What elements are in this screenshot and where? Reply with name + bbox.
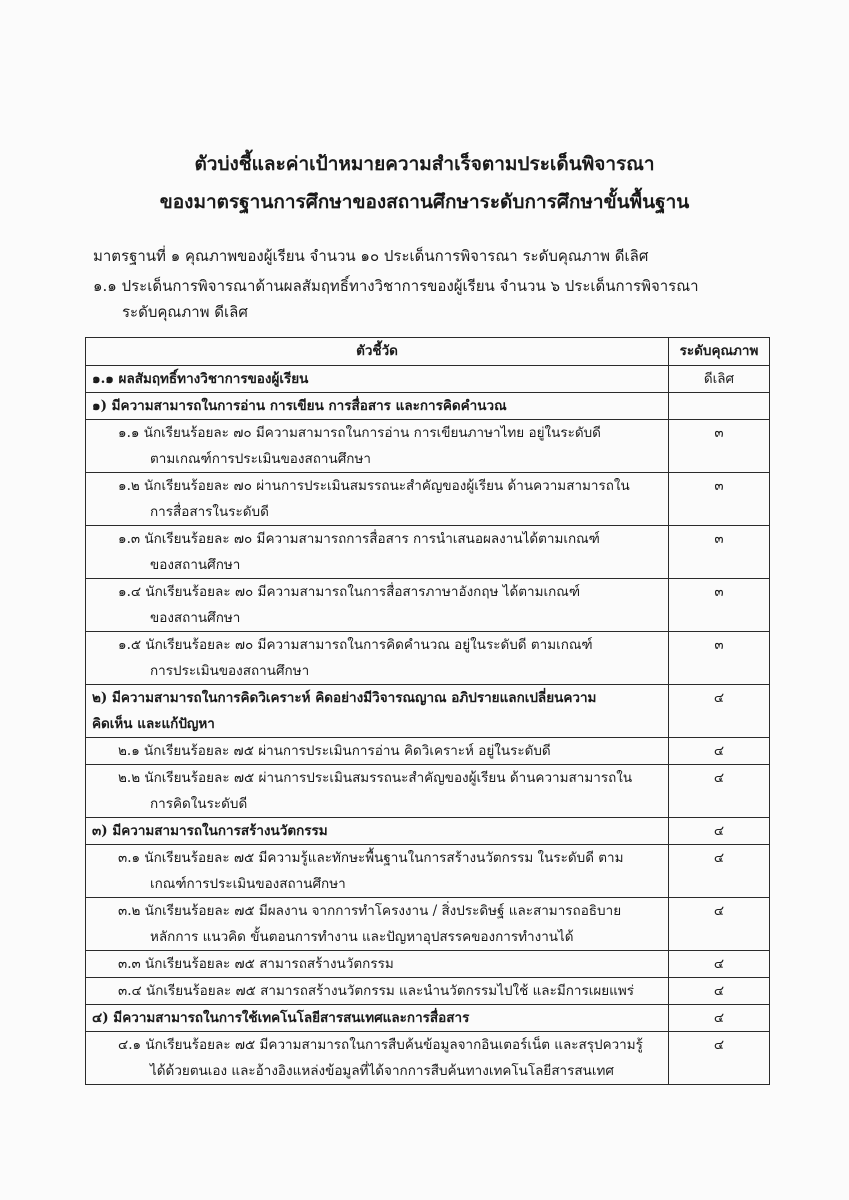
indicator-text: [86, 978, 669, 1005]
indicator-line1: ๑.๓ นักเรียนร้อยละ ๗๐ มีความสามารถการสื่อสาร การนำเสนอผลงานได้ตามเกณฑ์: [118, 531, 600, 547]
section-title: [86, 1005, 669, 1032]
indicator-text: [86, 526, 669, 579]
indicator-row: [86, 473, 770, 526]
indicator-level: ๓: [669, 526, 770, 579]
indicator-line2: การคิดในระดับดี: [150, 796, 248, 812]
indicator-row: [86, 898, 770, 951]
indicator-text: [86, 579, 669, 632]
indicator-line2: การประเมินของสถานศึกษา: [150, 663, 310, 679]
indicator-text: [86, 765, 669, 818]
indicator-text: [86, 898, 669, 951]
indicator-row: [86, 951, 770, 978]
indicator-level: ๔: [669, 845, 770, 898]
document-title-line2: ของมาตรฐานการศึกษาของสถานศึกษาระดับการศึกษาขั้นพื้นฐาน: [159, 191, 690, 213]
indicator-level: ๔: [669, 738, 770, 765]
header-indicator: ตัวชี้วัด: [86, 338, 669, 366]
indicator-line2: หลักการ แนวคิด ขั้นตอนการทำงาน และปัญหาอุปสรรคของการทำงานได้: [150, 929, 574, 945]
indicator-row: [86, 738, 770, 765]
indicator-line1: ๑.๒ นักเรียนร้อยละ ๗๐ ผ่านการประเมินสมรรถนะสำคัญของผู้เรียน ด้านความสามารถใน: [118, 478, 630, 494]
table-header-row: [86, 338, 770, 366]
header-level: ระดับคุณภาพ: [669, 338, 770, 366]
indicator-row: [86, 845, 770, 898]
indicator-line1: ๑.๑ นักเรียนร้อยละ ๗๐ มีความสามารถในการอ่าน การเขียนภาษาไทย อยู่ในระดับดี: [118, 425, 601, 441]
indicator-line2: ได้ด้วยตนเอง และอ้างอิงแหล่งข้อมูลที่ได้จากการสืบค้นทางเทคโนโลยีสารสนเทศ: [150, 1063, 614, 1079]
indicator-line2: ตามเกณฑ์การประเมินของสถานศึกษา: [150, 451, 371, 467]
indicator-level: ๔: [669, 951, 770, 978]
indicator-line2: ของสถานศึกษา: [150, 557, 241, 573]
section-level: [669, 393, 770, 420]
indicator-level: ๔: [669, 978, 770, 1005]
indicator-table: [85, 337, 770, 1085]
indicator-row: [86, 420, 770, 473]
indicator-line1: ๓.๓ นักเรียนร้อยละ ๗๕ สามารถสร้างนวัตกรรม: [118, 956, 394, 972]
indicator-line2: การสื่อสารในระดับดี: [150, 504, 269, 520]
group-row: [86, 366, 770, 393]
indicator-row: [86, 1032, 770, 1085]
indicator-row: [86, 579, 770, 632]
indicator-line2: ของสถานศึกษา: [150, 610, 241, 626]
indicator-line1: ๑.๔ นักเรียนร้อยละ ๗๐ มีความสามารถในการสื่อสารภาษาอังกฤษ ได้ตามเกณฑ์: [118, 584, 581, 600]
indicator-row: [86, 765, 770, 818]
indicator-text: [86, 951, 669, 978]
indicator-text: [86, 632, 669, 685]
indicator-text: [86, 1032, 669, 1085]
section-row: [86, 1005, 770, 1032]
indicator-line1: ๑.๕ นักเรียนร้อยละ ๗๐ มีความสามารถในการคิดคำนวณ อยู่ในระดับดี ตามเกณฑ์: [118, 637, 593, 653]
section-title-line1: ๓) มีความสามารถในการสร้างนวัตกรรม: [92, 823, 328, 839]
indicator-line1: ๒.๑ นักเรียนร้อยละ ๗๕ ผ่านการประเมินการอ่าน คิดวิเคราะห์ อยู่ในระดับดี: [118, 743, 551, 759]
indicator-level: ๓: [669, 420, 770, 473]
indicator-line1: ๒.๒ นักเรียนร้อยละ ๗๕ ผ่านการประเมินสมรรถนะสำคัญของผู้เรียน ด้านความสามารถใน: [118, 770, 633, 786]
section-title-line1: ๒) มีความสามารถในการคิดวิเคราะห์ คิดอย่างมีวิจารณญาณ อภิปรายแลกเปลี่ยนความ: [92, 690, 597, 706]
section-title-line1: ๑) มีความสามารถในการอ่าน การเขียน การสื่อสาร และการคิดคำนวณ: [92, 398, 507, 414]
indicator-text: [86, 473, 669, 526]
indicator-line1: ๓.๑ นักเรียนร้อยละ ๗๕ มีความรู้และทักษะพื้นฐานในการสร้างนวัตกรรม ในระดับดี ตาม: [118, 850, 624, 866]
section-row: [86, 393, 770, 420]
section-level: ๔: [669, 818, 770, 845]
section-title-line1: ๔) มีความสามารถในการใช้เทคโนโลยีสารสนเทศและการสื่อสาร: [92, 1010, 470, 1026]
indicator-line2: เกณฑ์การประเมินของสถานศึกษา: [150, 876, 346, 892]
group-title: ๑.๑ ผลสัมฤทธิ์ทางวิชาการของผู้เรียน: [86, 366, 669, 393]
indicator-level: ๓: [669, 579, 770, 632]
indicator-text: [86, 738, 669, 765]
indicator-line1: ๔.๑ นักเรียนร้อยละ ๗๕ มีความสามารถในการสืบค้นข้อมูลจากอินเตอร์เน็ต และสรุปความรู้: [118, 1037, 643, 1053]
indicator-level: ๓: [669, 632, 770, 685]
standard-subline: ๑.๑ ประเด็นการพิจารณาด้านผลสัมฤทธิ์ทางวิชาการของผู้เรียน จำนวน ๖ ประเด็นการพิจารณา: [93, 277, 699, 295]
section-title: [86, 818, 669, 845]
section-row: [86, 818, 770, 845]
section-title-line2: คิดเห็น และแก้ปัญหา: [92, 716, 215, 732]
section-level: ๔: [669, 1005, 770, 1032]
section-level: ๔: [669, 685, 770, 738]
indicator-level: ๔: [669, 898, 770, 951]
section-title: [86, 685, 669, 738]
indicator-line1: ๓.๒ นักเรียนร้อยละ ๗๕ มีผลงาน จากการทำโครงงาน / สิ่งประดิษฐ์ และสามารถอธิบาย: [118, 903, 622, 919]
indicator-row: [86, 978, 770, 1005]
standard-line: มาตรฐานที่ ๑ คุณภาพของผู้เรียน จำนวน ๑๐ ประเด็นการพิจารณา ระดับคุณภาพ ดีเลิศ: [93, 247, 649, 265]
indicator-level: ๓: [669, 473, 770, 526]
group-level: ดีเลิศ: [669, 366, 770, 393]
indicator-level: ๔: [669, 765, 770, 818]
document-title-line1: ตัวบ่งชี้และค่าเป้าหมายความสำเร็จตามประเด็นพิจารณา: [194, 153, 655, 175]
indicator-row: [86, 632, 770, 685]
indicator-text: [86, 845, 669, 898]
section-title: [86, 393, 669, 420]
section-row: [86, 685, 770, 738]
indicator-level: ๔: [669, 1032, 770, 1085]
indicator-row: [86, 526, 770, 579]
standard-level: ระดับคุณภาพ ดีเลิศ: [122, 303, 248, 321]
indicator-line1: ๓.๔ นักเรียนร้อยละ ๗๕ สามารถสร้างนวัตกรรม และนำนวัตกรรมไปใช้ และมีการเผยแพร่: [118, 983, 635, 999]
indicator-text: [86, 420, 669, 473]
